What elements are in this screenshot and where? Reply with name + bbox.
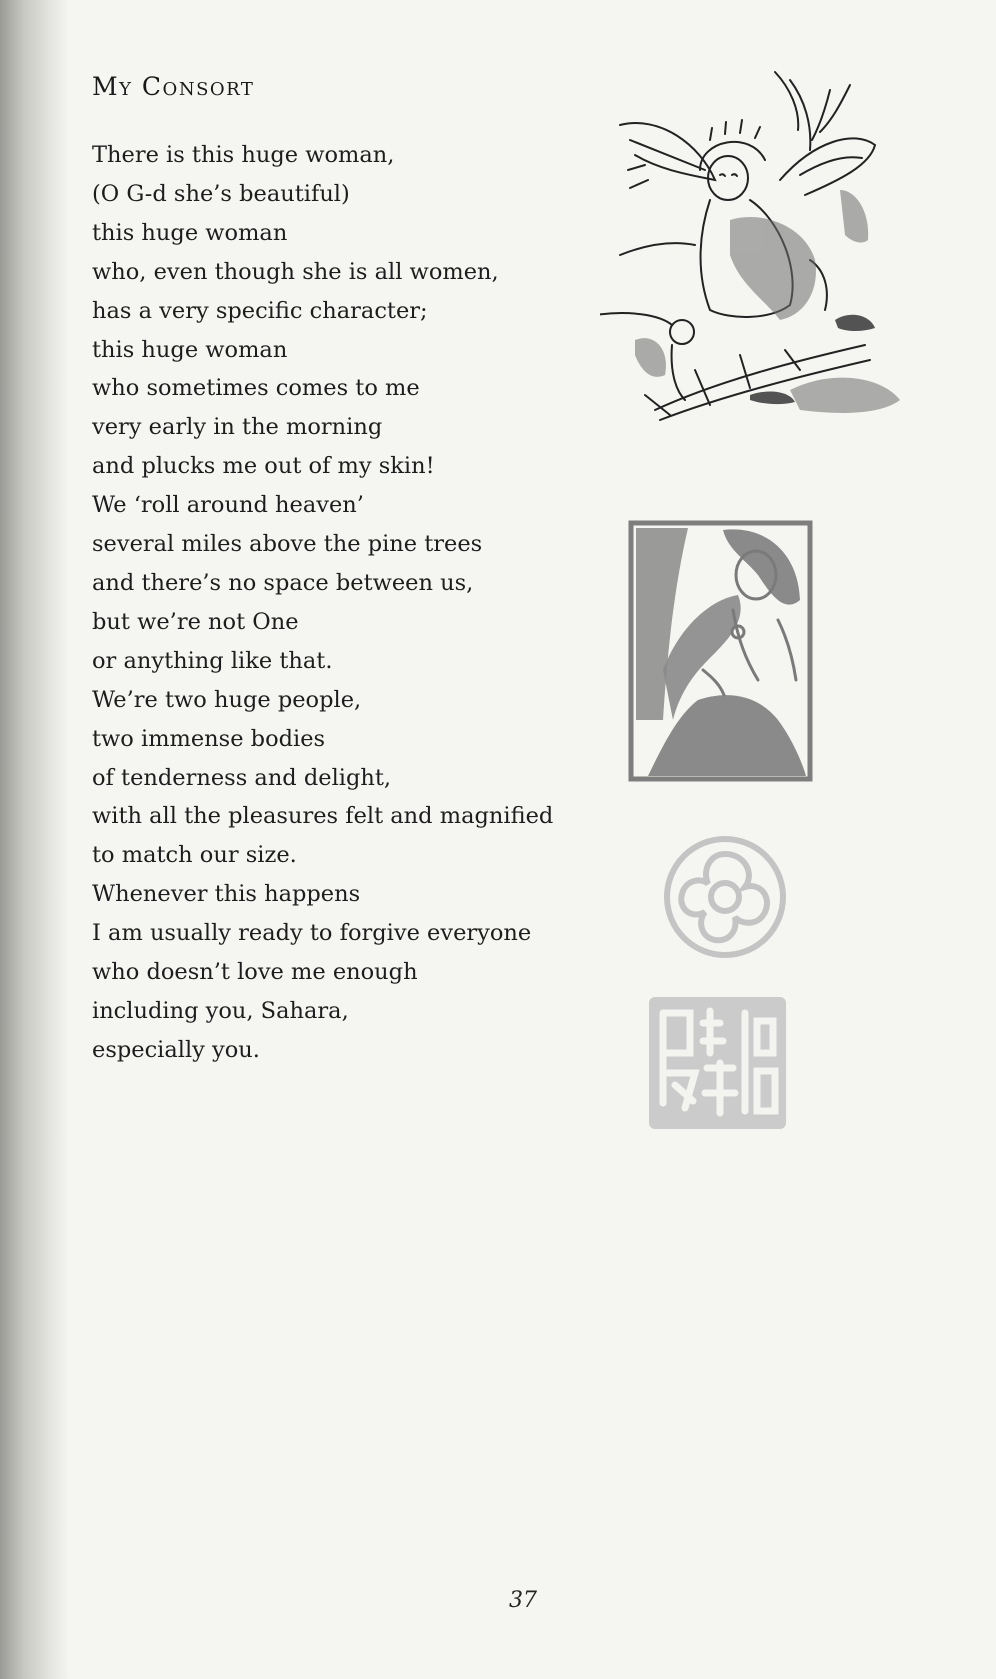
poem-line: who sometimes comes to me [92,375,420,402]
poem-line: (O G-d she’s beautiful) [92,180,350,207]
poem-line: several miles above the pine trees [92,531,483,558]
poem-line: who, even though she is all women, [92,258,499,285]
poem-line: with all the pleasures felt and magnified [92,803,554,830]
poem-line: two immense bodies [92,725,326,752]
round-flower-seal-icon [660,832,790,962]
poem-line: very early in the morning [92,414,383,441]
poem-line: including you, Sahara, [92,997,349,1024]
poem-line: We’re two huge people, [92,686,362,713]
winged-angel-sketch-icon [600,70,930,450]
square-chop-seal-icon [645,993,790,1133]
poem-line: has a very specific character; [92,297,428,324]
poem-line: who doesn’t love me enough [92,959,418,986]
poem-line: and plucks me out of my skin! [92,453,435,480]
woodcut-woman-icon [628,520,813,782]
poem-body [92,136,612,1070]
poem-line: Whenever this happens [92,881,361,908]
poem-line: this huge woman [92,336,288,363]
poem-line: this huge woman [92,219,288,246]
poem-title: My Consort [92,72,255,101]
poem-line: of tenderness and delight, [92,764,392,791]
poem-line: or anything like that. [92,647,333,674]
poem-line: There is this huge woman, [92,142,395,168]
poem-line: to match our size. [92,842,297,869]
poem-line: I am usually ready to forgive everyone [92,920,532,947]
poem-line: especially you. [92,1036,260,1063]
poem-line: and there’s no space between us, [92,569,474,596]
poem-line: We ‘roll around heaven’ [92,492,364,519]
poem-line: but we’re not One [92,608,299,635]
page-number: 37 [509,1588,537,1613]
